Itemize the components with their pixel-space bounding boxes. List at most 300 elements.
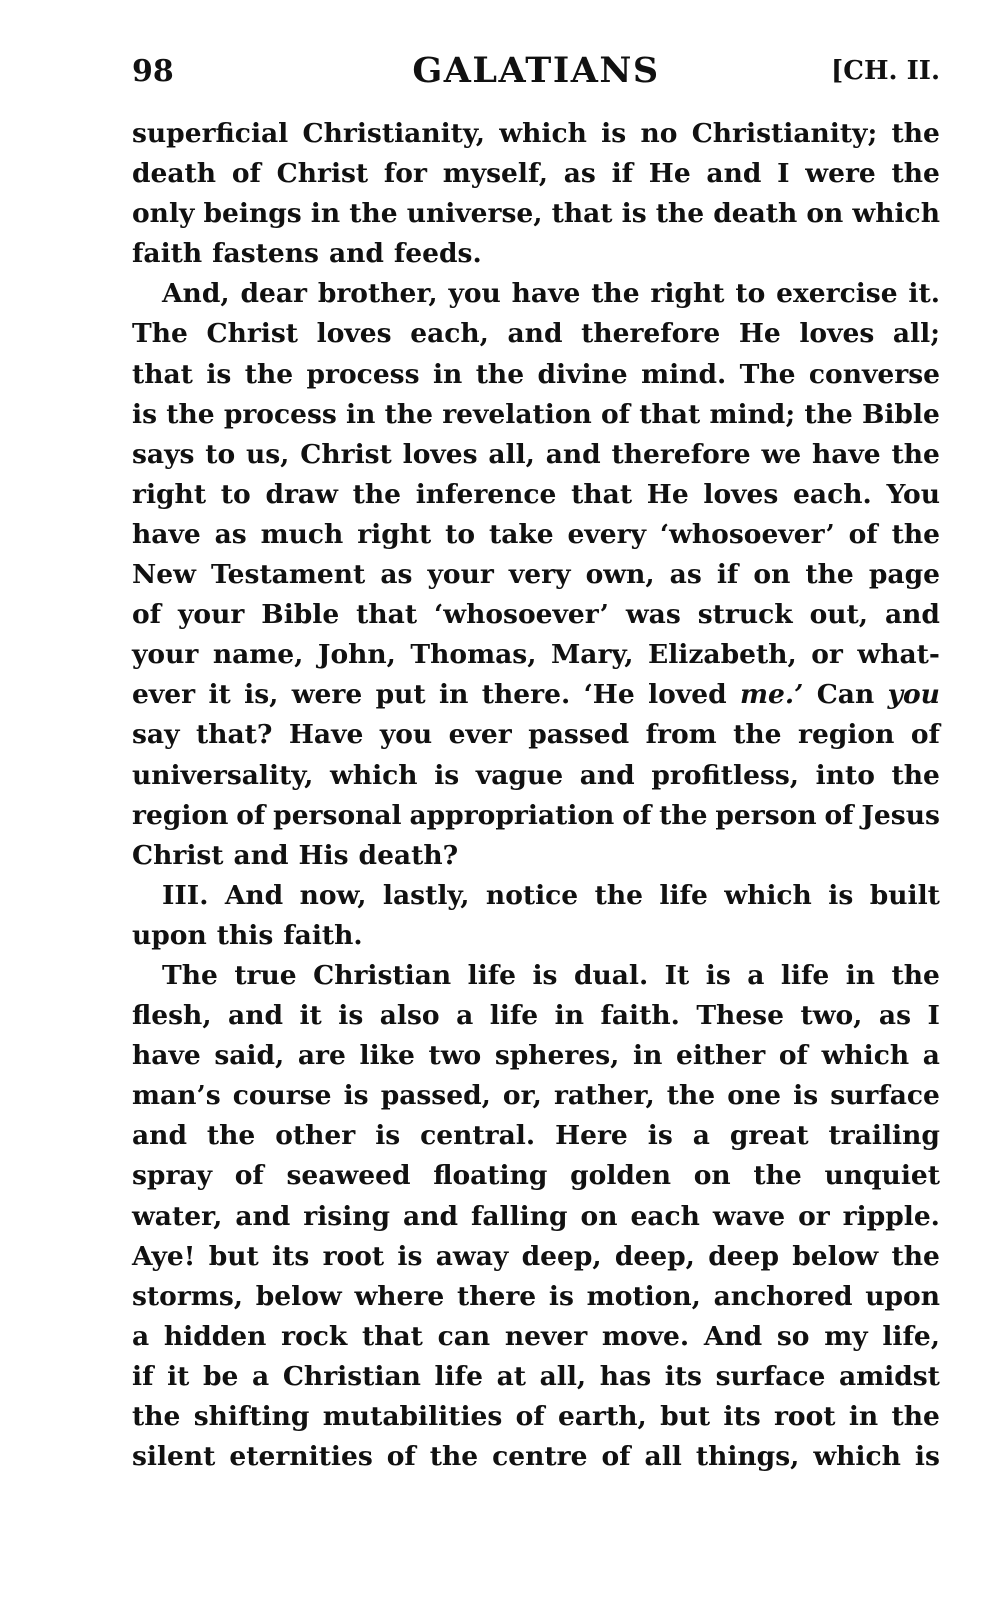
word: Thomas, (410, 639, 537, 671)
word: of (601, 1441, 631, 1473)
word: have (132, 1040, 201, 1072)
word: mutabilities (322, 1401, 503, 1432)
word: falling (470, 1200, 568, 1232)
word: process (306, 358, 420, 390)
word: it (167, 1360, 190, 1392)
text-line (132, 555, 940, 595)
word: rather, (553, 1080, 655, 1112)
word: Christianity; (691, 118, 878, 149)
word: ever (448, 719, 512, 751)
word: and (235, 1200, 291, 1232)
word: Mary, (550, 639, 634, 671)
word: therefore (611, 438, 751, 470)
word: mind. (641, 358, 727, 390)
word: The (739, 358, 796, 390)
word: is (132, 398, 157, 430)
word: Christian (282, 1360, 421, 1392)
word: also (379, 1000, 440, 1032)
word: or (798, 1200, 830, 1232)
word: is (343, 1080, 369, 1112)
word: person (715, 799, 817, 831)
text-line (132, 1237, 940, 1277)
word: ‘whosoever’ (434, 599, 609, 631)
word: other (275, 1120, 356, 1152)
word: the (733, 719, 782, 751)
word: of (601, 398, 631, 430)
word: Testament (210, 559, 366, 591)
word: death (132, 158, 217, 190)
word: but (208, 1240, 259, 1272)
word: to (735, 278, 766, 310)
word: much (260, 518, 344, 550)
text-line (132, 1076, 940, 1116)
word: course (232, 1080, 332, 1112)
word: And (703, 1320, 763, 1352)
text-line (132, 274, 940, 314)
word: Elizabeth, (648, 639, 797, 671)
word: the (349, 198, 398, 230)
word: as (563, 158, 596, 190)
word: you (379, 719, 433, 751)
word: the (805, 559, 854, 591)
word: seaweed (286, 1160, 411, 1192)
word: all; (892, 318, 940, 350)
text-line (132, 114, 940, 154)
word: ripple. (842, 1200, 940, 1232)
word: move. (601, 1320, 690, 1352)
word: golden (570, 1160, 672, 1192)
word: right (650, 278, 725, 310)
word: so (776, 1320, 810, 1352)
word: that (571, 478, 633, 510)
word: all, (539, 1360, 587, 1392)
word: in (346, 398, 376, 430)
word: revelation (442, 398, 592, 430)
word: life (489, 1000, 539, 1032)
word: spheres, (494, 1040, 620, 1072)
word: life (467, 959, 517, 991)
word: the (666, 1080, 716, 1112)
word: the (891, 759, 940, 791)
word: exercise (776, 278, 898, 310)
word: the (591, 278, 640, 310)
word: were (805, 158, 876, 190)
word: each (630, 1200, 700, 1232)
word: to (205, 438, 236, 470)
word: life (780, 959, 830, 991)
word: loves (402, 438, 478, 470)
text-line (132, 1397, 940, 1437)
text-line (132, 595, 940, 635)
word: superficial (132, 118, 289, 149)
word: surface (830, 1080, 940, 1112)
word: either (675, 1040, 766, 1072)
word: say (132, 719, 180, 751)
word: is (375, 1120, 401, 1152)
word: each, (410, 318, 489, 350)
word: as (380, 559, 413, 591)
word: it (299, 1000, 322, 1032)
word: and (579, 759, 635, 791)
word: the (594, 879, 643, 911)
text-line (132, 635, 940, 675)
word: the (891, 438, 940, 470)
word: and (507, 318, 563, 350)
word: in (845, 959, 876, 991)
word: is (532, 959, 558, 991)
word: Bible (861, 398, 940, 430)
word: one (727, 1080, 782, 1112)
word: we (761, 438, 802, 470)
word: centre (492, 1441, 588, 1473)
word: a (922, 1040, 940, 1072)
word: two, (800, 1000, 863, 1032)
text-line (132, 715, 940, 755)
text-line (132, 1036, 940, 1076)
text-line (132, 515, 940, 555)
word: its (723, 1401, 761, 1432)
word: each. (793, 478, 872, 510)
word: of (386, 1441, 416, 1473)
word: if (611, 158, 634, 190)
word: unquiet (824, 1160, 940, 1192)
word: upon (132, 919, 207, 951)
word: and (706, 158, 762, 190)
word: John, (317, 639, 396, 671)
word: New (132, 559, 196, 591)
word: all (644, 1441, 682, 1473)
word: These (696, 1000, 784, 1032)
text-line (132, 154, 940, 194)
word: away (435, 1240, 509, 1272)
word: right (357, 518, 432, 550)
word: anchored (713, 1280, 853, 1312)
word: in (633, 1040, 663, 1072)
word: therefore (581, 318, 721, 350)
word: all, (488, 438, 535, 470)
word: or (811, 639, 843, 671)
word: deep (708, 1240, 779, 1272)
word: wave (712, 1200, 786, 1232)
word: or, (502, 1080, 542, 1112)
word: the (753, 1160, 802, 1192)
word: and (233, 839, 289, 871)
word: of (231, 158, 261, 190)
word: III. (162, 879, 209, 911)
word: built (869, 879, 940, 911)
body-text (132, 114, 940, 1477)
word: lastly, (382, 879, 470, 911)
text-line (132, 756, 940, 796)
word: the (166, 398, 215, 430)
word: central. (420, 1120, 536, 1152)
word: ever (132, 679, 196, 711)
word: have (811, 438, 881, 470)
word: of (132, 599, 162, 631)
word: this (216, 919, 274, 951)
word: as (214, 518, 247, 550)
word: the (891, 118, 940, 149)
word: is (397, 1240, 423, 1272)
word: surface (715, 1360, 826, 1392)
word: flesh, (132, 1000, 212, 1032)
word: like (359, 1040, 415, 1072)
word: the (891, 518, 940, 550)
word: the (384, 398, 433, 430)
word: is (548, 1280, 574, 1312)
word: appropriation (409, 799, 615, 831)
word: draw (265, 478, 338, 510)
word: of (824, 799, 854, 831)
text-line (132, 956, 940, 996)
word: and (132, 1120, 187, 1152)
word: the (804, 398, 853, 430)
word: us, (246, 438, 290, 470)
text-line (132, 1116, 940, 1156)
text-line (132, 1357, 940, 1397)
word: that? (195, 719, 273, 751)
word: right (132, 478, 207, 510)
word: every (567, 518, 646, 550)
word: death (713, 198, 798, 230)
text-line (132, 1317, 940, 1357)
word: Christ (276, 158, 369, 190)
word: His (298, 839, 349, 871)
word: that (551, 198, 613, 230)
word: to (220, 478, 251, 510)
word: is, (244, 679, 279, 711)
text-line (132, 395, 940, 435)
text-line (132, 1277, 940, 1317)
word: mind; (709, 398, 796, 430)
word: I (777, 158, 790, 190)
word: below (792, 1240, 879, 1272)
word: a (692, 1120, 710, 1152)
word: The (162, 959, 218, 991)
word: is (206, 358, 232, 390)
word: the (352, 478, 402, 510)
word: me.’ (739, 679, 804, 711)
word: trailing (828, 1120, 940, 1152)
word: is (705, 959, 731, 991)
word: a (132, 1320, 150, 1352)
word: you (887, 679, 940, 711)
word: the (891, 1240, 940, 1272)
word: on (806, 198, 844, 230)
word: name, (212, 639, 304, 671)
word: man’s (132, 1080, 221, 1112)
text-line (132, 194, 940, 234)
book-page (132, 50, 940, 1477)
word: where (354, 1280, 445, 1312)
word: if (716, 559, 739, 591)
word: ‘He (583, 679, 635, 711)
word: the (659, 799, 708, 831)
word: divine (537, 358, 628, 390)
word: ‘whosoever’ (659, 518, 835, 550)
word: myself, (442, 158, 549, 190)
word: that (132, 358, 193, 390)
word: floating (433, 1160, 548, 1192)
text-line (132, 675, 940, 715)
word: of (622, 799, 652, 831)
word: is (601, 118, 627, 149)
word: from (645, 719, 717, 751)
word: eternities (229, 1441, 373, 1473)
word: Jesus (861, 799, 940, 831)
word: The (132, 318, 188, 350)
word: has (599, 1360, 652, 1392)
word: is (828, 879, 854, 911)
word: Here (555, 1120, 628, 1152)
word: and (403, 1200, 458, 1232)
word: it. (908, 278, 940, 310)
word: beings (203, 198, 302, 230)
word: Christ (206, 318, 299, 350)
word: loves (316, 318, 392, 350)
word: says (132, 438, 195, 470)
word: of (236, 799, 266, 831)
word: is (434, 759, 460, 791)
word: no (640, 118, 678, 149)
word: deep, (614, 1240, 695, 1272)
text-line (132, 1197, 940, 1237)
word: process (223, 398, 337, 430)
word: passed (528, 719, 630, 751)
word: Aye! (132, 1240, 196, 1272)
word: faith. (600, 1000, 680, 1032)
text-line (132, 314, 940, 354)
word: very (508, 559, 571, 591)
word: was (625, 599, 681, 631)
word: is (793, 1080, 819, 1112)
word: earth, (558, 1401, 647, 1432)
word: storms, (132, 1280, 243, 1312)
word: which (499, 118, 587, 149)
text-line (132, 876, 940, 916)
word: faith (132, 238, 203, 270)
word: that (639, 398, 701, 430)
word: great (729, 1120, 809, 1152)
word: Christianity, (302, 118, 485, 149)
word: the (429, 1441, 479, 1473)
word: your (132, 639, 199, 671)
word: the (132, 1401, 181, 1432)
word: for (383, 158, 427, 190)
word: loves (703, 478, 779, 510)
word: in (554, 1000, 584, 1032)
word: amidst (838, 1360, 940, 1392)
word: to (445, 518, 476, 550)
word: is (647, 1120, 673, 1152)
word: your (178, 599, 245, 631)
word: on (580, 1200, 618, 1232)
word: loves (799, 318, 875, 350)
word: Christ (132, 839, 224, 871)
word: upon (865, 1280, 940, 1312)
text-line (132, 1437, 940, 1477)
word: converse (808, 358, 940, 390)
word: He (738, 318, 781, 350)
text-line (132, 836, 940, 876)
word: universe, (406, 198, 543, 230)
word: brother, (317, 278, 438, 310)
word: the (475, 358, 525, 390)
word: your (427, 559, 494, 591)
word: on (693, 1160, 731, 1192)
word: notice (485, 879, 579, 911)
word: the (891, 959, 940, 991)
word: life (434, 1360, 483, 1392)
word: you (448, 278, 501, 310)
running-head (132, 50, 940, 102)
word: out, (809, 599, 868, 631)
word: It (664, 959, 690, 991)
text-line (132, 1156, 940, 1196)
word: life, (882, 1320, 940, 1352)
word: the (891, 158, 940, 190)
word: water, (132, 1200, 223, 1232)
word: what- (857, 639, 940, 671)
word: my (824, 1320, 868, 1352)
word: and (228, 1000, 283, 1032)
word: struck (697, 599, 793, 631)
word: which (821, 1040, 910, 1072)
word: is (338, 1000, 364, 1032)
word: loved (648, 679, 727, 711)
word: of (910, 719, 940, 751)
word: be (203, 1360, 239, 1392)
word: are (297, 1040, 346, 1072)
word: in (848, 1401, 879, 1432)
text-line (132, 234, 940, 274)
chapter-reference: [CH. II. (830, 56, 940, 86)
word: at (496, 1360, 526, 1392)
word: Bible (261, 599, 340, 631)
word: of (848, 518, 878, 550)
word: in (310, 198, 341, 230)
word: put (375, 679, 426, 711)
word: motion, (586, 1280, 701, 1312)
word: region (132, 799, 229, 831)
word: that (356, 599, 418, 631)
word: of (234, 1160, 264, 1192)
word: Christ (300, 438, 392, 470)
word: profitless, (651, 759, 800, 791)
word: And, (162, 278, 230, 310)
text-line (132, 435, 940, 475)
word: and (328, 238, 384, 270)
word: now, (299, 879, 367, 911)
text-line (132, 796, 940, 836)
word: can (437, 1320, 491, 1352)
text-line (132, 355, 940, 395)
word: its (272, 1240, 310, 1272)
text-line (132, 996, 940, 1036)
word: the (244, 358, 294, 390)
word: life (659, 879, 708, 911)
word: on (753, 559, 791, 591)
word: take (488, 518, 554, 550)
word: is (914, 1441, 940, 1473)
page-number: 98 (132, 54, 174, 89)
word: Christian (313, 959, 452, 991)
word: which (813, 1441, 901, 1473)
word: region (798, 719, 895, 751)
word: root (322, 1240, 385, 1272)
word: shifting (193, 1401, 310, 1432)
word: have (511, 278, 581, 310)
